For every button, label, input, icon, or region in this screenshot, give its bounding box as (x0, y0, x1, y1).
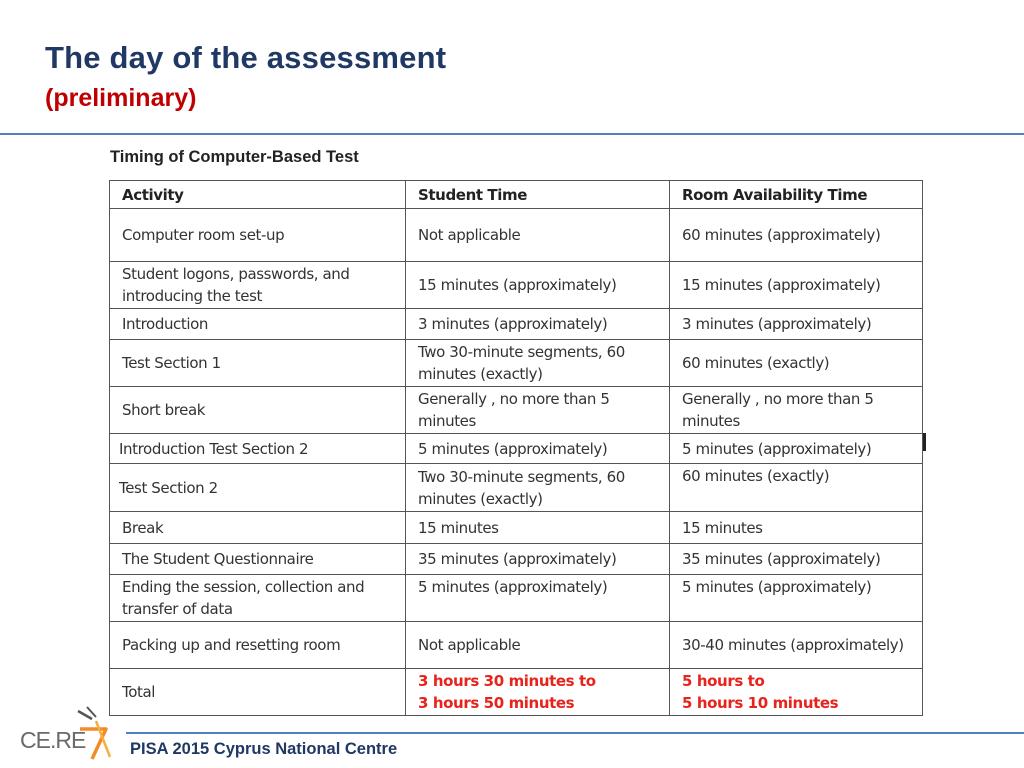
timing-table (109, 180, 923, 716)
activity-cell: Introduction Test Section 2 (110, 434, 406, 464)
stray-mark (923, 433, 926, 451)
room-time-cell: 3 minutes (approximately) (670, 309, 923, 340)
student-time-cell: 15 minutes (approximately) (406, 262, 670, 309)
room-time-cell: 15 minutes (670, 512, 923, 544)
activity-cell: Computer room set-up (110, 209, 406, 262)
activity-cell: Test Section 2 (110, 464, 406, 512)
table-caption: Timing of Computer-Based Test (110, 148, 359, 166)
student-time-cell: 5 minutes (approximately) (406, 575, 670, 622)
total-student-line2: 3 hours 50 minutes (418, 694, 575, 712)
student-time-cell: Not applicable (406, 209, 670, 262)
activity-cell: Student logons, passwords, and introducing the test (110, 262, 406, 309)
activity-cell: The Student Questionnaire (110, 544, 406, 575)
total-row (110, 669, 923, 716)
room-time-cell: 30-40 minutes (approximately) (670, 622, 923, 669)
page-title: The day of the assessment (45, 40, 447, 75)
table-row (110, 575, 923, 622)
room-time-cell: 60 minutes (exactly) (670, 464, 923, 512)
activity-cell: Break (110, 512, 406, 544)
activity-cell: Ending the session, collection and transfer of data (110, 575, 406, 622)
table-row (110, 309, 923, 340)
table-header-row (110, 181, 923, 209)
footer-divider (126, 732, 1024, 734)
total-room-time (670, 669, 923, 716)
activity-cell: Introduction (110, 309, 406, 340)
room-time-cell: 5 minutes (approximately) (670, 434, 923, 464)
student-time-cell: 15 minutes (406, 512, 670, 544)
table-row (110, 340, 923, 387)
table-row (110, 209, 923, 262)
student-time-cell: Two 30-minute segments, 60 minutes (exactly) (406, 464, 670, 512)
student-time-cell: Two 30-minute segments, 60 minutes (exactly) (406, 340, 670, 387)
footer-text: PISA 2015 Cyprus National Centre (130, 740, 398, 758)
header-divider (0, 133, 1024, 135)
room-time-cell: 60 minutes (approximately) (670, 209, 923, 262)
logo-text: CE.RE (20, 727, 86, 753)
page-subtitle: (preliminary) (45, 84, 197, 112)
table-row (110, 512, 923, 544)
header-student-time: Student Time (406, 181, 670, 209)
room-time-cell: 60 minutes (exactly) (670, 340, 923, 387)
total-label: Total (110, 669, 406, 716)
room-time-cell: Generally , no more than 5 minutes (670, 387, 923, 434)
table-row (110, 387, 923, 434)
table-row (110, 464, 923, 512)
cere-logo-icon (20, 705, 115, 761)
cere-logo (20, 705, 115, 761)
student-time-cell: 5 minutes (approximately) (406, 434, 670, 464)
total-room-line2: 5 hours 10 minutes (682, 694, 839, 712)
table-row (110, 544, 923, 575)
header-room-time: Room Availability Time (670, 181, 923, 209)
student-time-cell: 35 minutes (approximately) (406, 544, 670, 575)
header-activity: Activity (110, 181, 406, 209)
table-row (110, 262, 923, 309)
table-row (110, 434, 923, 464)
student-time-cell: 3 minutes (approximately) (406, 309, 670, 340)
activity-cell: Short break (110, 387, 406, 434)
room-time-cell: 35 minutes (approximately) (670, 544, 923, 575)
total-room-line1: 5 hours to (682, 672, 765, 690)
student-time-cell: Generally , no more than 5 minutes (406, 387, 670, 434)
total-student-time (406, 669, 670, 716)
activity-cell: Packing up and resetting room (110, 622, 406, 669)
room-time-cell: 5 minutes (approximately) (670, 575, 923, 622)
total-student-line1: 3 hours 30 minutes to (418, 672, 596, 690)
room-time-cell: 15 minutes (approximately) (670, 262, 923, 309)
student-time-cell: Not applicable (406, 622, 670, 669)
activity-cell: Test Section 1 (110, 340, 406, 387)
table-row (110, 622, 923, 669)
